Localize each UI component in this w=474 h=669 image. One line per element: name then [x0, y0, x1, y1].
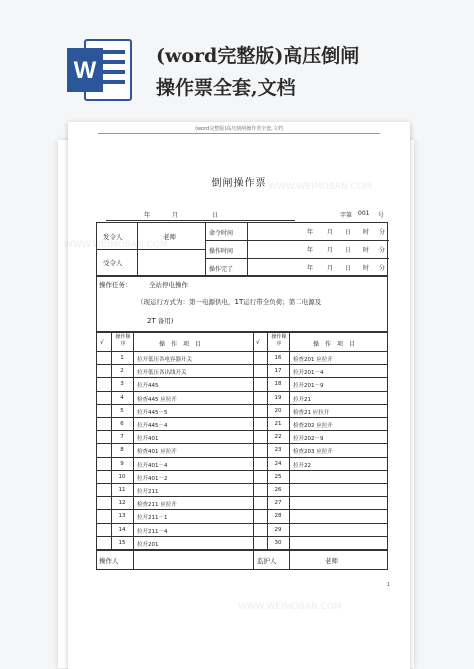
form-title: 倒闸操作票: [211, 178, 267, 189]
operations-table: [96, 332, 388, 550]
watermark: WWW.WEIMOBAN.COM: [268, 182, 372, 192]
step-item: 检查203 应拉开: [293, 449, 333, 456]
check-column-header: √: [256, 339, 260, 346]
step-item: 检查202 应拉开: [293, 423, 333, 429]
step-number: 4: [120, 394, 124, 401]
step-number: 3: [120, 381, 124, 388]
step-item: 拉开22: [293, 462, 311, 469]
time-unit: 日: [345, 229, 352, 236]
step-number: 1: [120, 355, 124, 361]
step-item: 拉开211－1: [137, 515, 168, 522]
step-item: 拉开401: [137, 436, 159, 443]
step-number: 25: [274, 473, 282, 480]
step-number: 10: [118, 473, 126, 480]
step-item: 检查21 应拉开: [293, 409, 330, 416]
time-unit: 年: [307, 247, 314, 254]
step-number: 26: [274, 487, 282, 493]
time-unit: 月: [327, 247, 334, 254]
step-number: 19: [274, 394, 282, 401]
order-column-header: 操作顺序: [271, 334, 287, 347]
step-number: 20: [274, 407, 282, 414]
step-item: 拉开445: [137, 383, 159, 390]
supervisor-value: 老师: [325, 557, 338, 565]
issuer-label: 发令人: [103, 233, 123, 241]
running-head: (word完整版)高压倒闸操作票全套,文档: [195, 126, 283, 132]
issuer-value: 老师: [163, 233, 176, 241]
step-item: 拉开21: [293, 396, 311, 403]
time-unit: 时: [363, 265, 370, 272]
document-title: [156, 40, 456, 104]
step-item: 检查211 应拉开: [137, 502, 177, 509]
document-page: [64, 122, 410, 669]
step-number: 24: [274, 460, 282, 467]
step-number: 12: [118, 500, 126, 507]
step-item: 拉开401－2: [137, 475, 168, 482]
day-label: 日: [212, 212, 219, 219]
step-item: 拉开445－5: [137, 409, 168, 416]
document-title-line2: 操作票全套,文档: [156, 77, 296, 99]
step-number: 8: [120, 447, 124, 454]
check-column-header: √: [100, 339, 104, 346]
step-number: 11: [118, 487, 126, 493]
serial-suffix: 号: [378, 212, 385, 219]
step-item: 检查401 应拉开: [137, 449, 177, 456]
step-item: 检查445 应拉开: [137, 396, 177, 403]
time-unit: 时: [363, 247, 370, 254]
step-number: 30: [274, 539, 282, 546]
step-number: 28: [274, 513, 282, 520]
step-item: 拉开202－9: [293, 436, 324, 443]
receiver-label: 受令人: [103, 259, 123, 267]
step-number: 21: [274, 421, 282, 427]
task-line2: （现运行方式为：第一电源供电，1T运行带全负荷；第二电源及: [137, 298, 322, 306]
word-icon: [67, 38, 133, 102]
step-item: 拉开201: [137, 541, 159, 548]
time-unit: 分: [379, 247, 386, 254]
date-underline: [106, 220, 295, 221]
time-unit: 日: [345, 265, 352, 272]
step-item: 检查201 应拉开: [293, 357, 333, 363]
step-number: 7: [120, 434, 124, 441]
step-number: 13: [118, 513, 126, 520]
step-number: 22: [274, 434, 282, 441]
op-end-label: 操作完了: [209, 266, 234, 273]
step-number: 27: [274, 500, 282, 507]
watermark: WWW.WEIMOBAN.COM: [238, 602, 342, 612]
header-rule: [98, 133, 380, 134]
operator-label: 操作人: [99, 557, 119, 565]
step-number: 17: [274, 368, 282, 375]
month-label: 月: [172, 212, 179, 219]
serial-label: 字第: [340, 212, 353, 219]
time-unit: 年: [307, 265, 314, 272]
step-number: 16: [274, 355, 282, 361]
task-line1: 全站停电操作: [149, 281, 188, 289]
time-unit: 月: [327, 265, 334, 272]
step-item: 拉开211－4: [137, 528, 168, 535]
step-number: 15: [118, 539, 126, 546]
step-item: 拉开201－9: [293, 383, 324, 390]
step-number: 29: [274, 526, 282, 533]
time-unit: 年: [307, 229, 314, 236]
document-title-line1: (word完整版)高压倒闸: [156, 45, 360, 67]
step-item: 拉开401－4: [137, 462, 168, 469]
step-number: 18: [274, 381, 282, 388]
step-item: 拉开低压各出线开关: [137, 370, 187, 377]
step-number: 5: [120, 407, 124, 414]
page-header: [0, 0, 474, 122]
svg-text:W: W: [73, 57, 97, 84]
task-label: 操作任务：: [99, 281, 132, 289]
task-line3: 2T 备用): [147, 317, 174, 325]
item-column-header: 操 作 项 目: [159, 341, 202, 348]
watermark: WWW.WEIMOBAN.COM: [64, 240, 168, 250]
step-number: 23: [274, 447, 282, 454]
order-column-header: 操作顺序: [115, 334, 131, 347]
serial-number: 001: [358, 210, 370, 217]
page-number: 1: [386, 582, 390, 588]
step-item: 拉开201－4: [293, 370, 324, 377]
step-number: 14: [118, 526, 126, 533]
item-column-header: 操 作 项 目: [313, 341, 356, 348]
step-number: 9: [120, 460, 124, 467]
step-number: 2: [120, 368, 124, 375]
order-time-label: 命令时间: [209, 230, 234, 237]
time-unit: 分: [379, 229, 386, 236]
step-item: 拉开211: [137, 489, 159, 495]
task-block: [96, 276, 388, 332]
info-block: [96, 222, 388, 276]
date-row: [94, 210, 410, 222]
supervisor-label: 监护人: [257, 557, 277, 565]
time-unit: 分: [379, 265, 386, 272]
step-item: 拉开445－4: [137, 423, 168, 429]
time-unit: 时: [363, 229, 370, 236]
year-label: 年: [144, 212, 151, 219]
step-item: 拉开低压各电容器开关: [137, 357, 193, 363]
signature-row: [96, 550, 388, 570]
op-start-label: 操作时间: [209, 248, 234, 255]
time-unit: 月: [327, 229, 334, 236]
time-unit: 日: [345, 247, 352, 254]
step-number: 6: [120, 421, 124, 427]
